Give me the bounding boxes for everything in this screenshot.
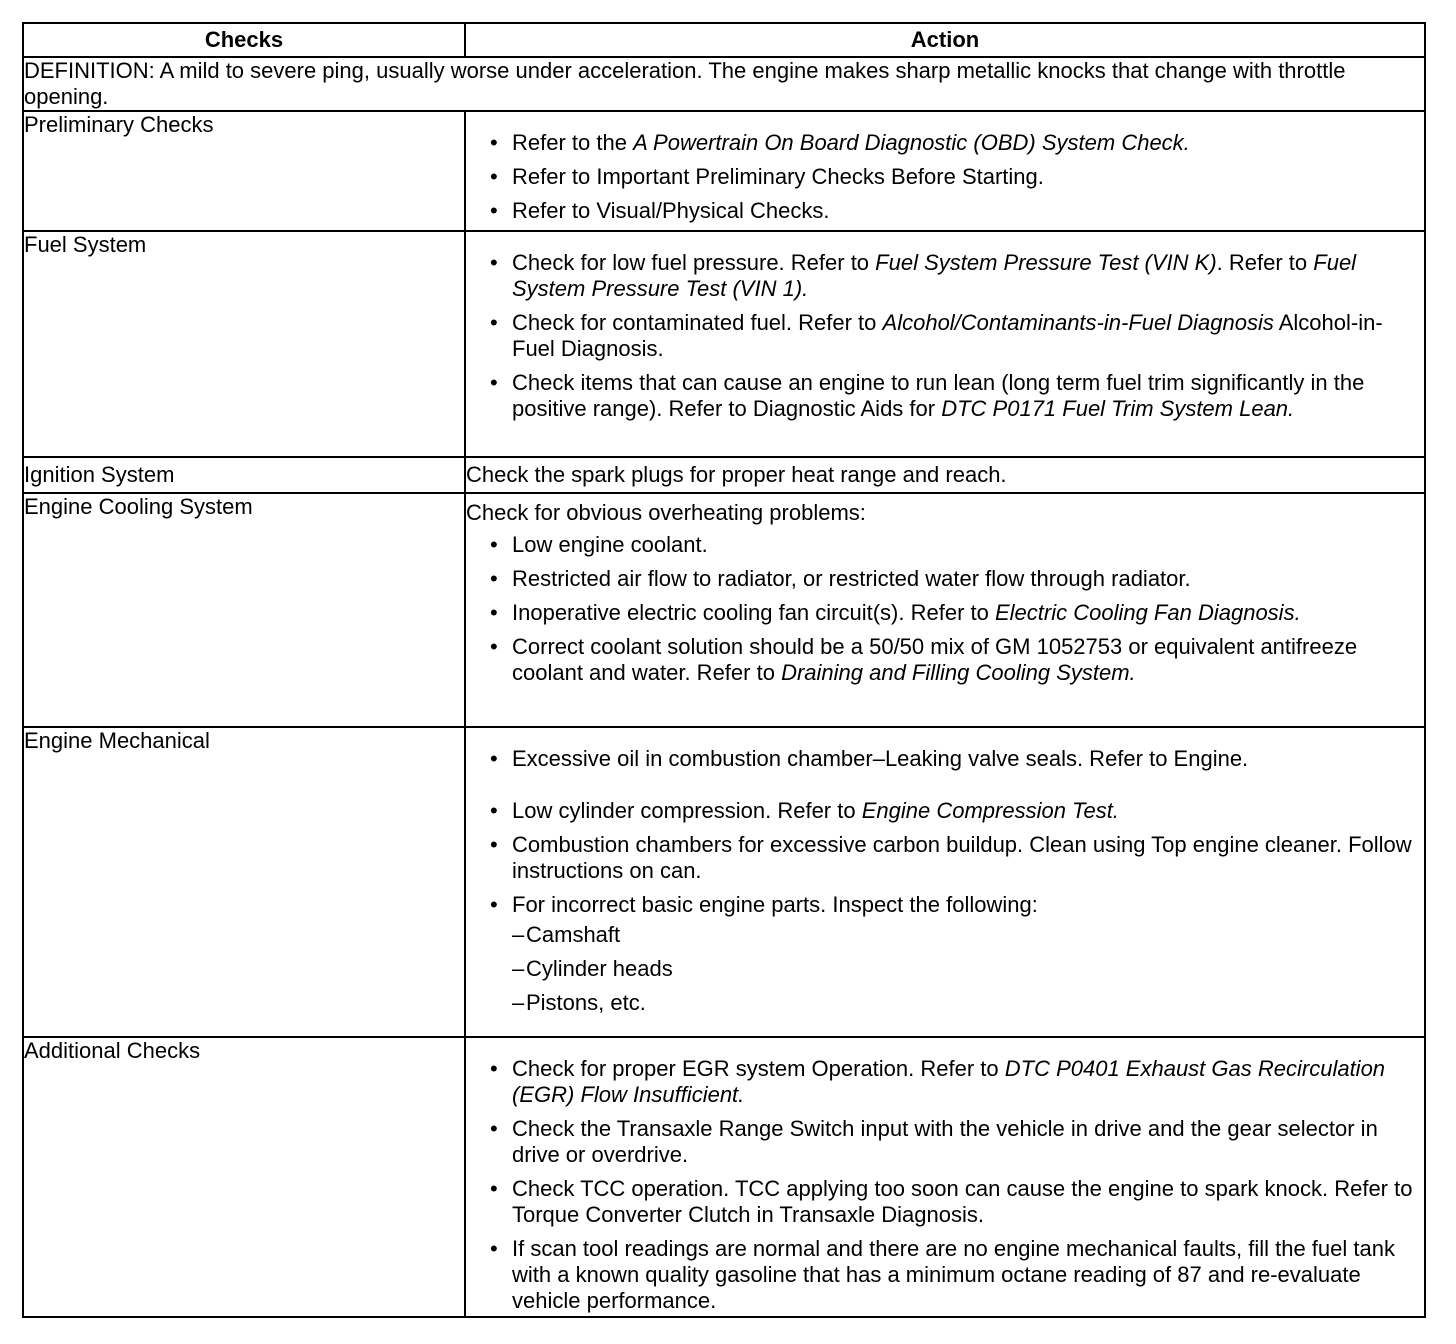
check-label-ignition-system: Ignition System: [23, 457, 465, 493]
obd-system-check-reference: A Powertrain On Board Diagnostic (OBD) System Check.: [633, 130, 1190, 155]
action-column-header: Action: [465, 23, 1425, 57]
action-cell-additional-checks: [465, 1037, 1425, 1317]
list-item: • Refer to Visual/Physical Checks.: [466, 198, 1424, 224]
list-item: • Inoperative electric cooling fan circuit(s). Refer to Electric Cooling Fan Diagnosis.: [466, 600, 1424, 626]
definition-row: [23, 57, 1425, 111]
header-row: [23, 23, 1425, 57]
table-row: [23, 457, 1425, 493]
list-item: • Low cylinder compression. Refer to Engine Compression Test.: [466, 798, 1424, 824]
list-item: • Check for proper EGR system Operation. Refer to DTC P0401 Exhaust Gas Recirculation (EGR) Flow Insufficient.: [466, 1056, 1424, 1108]
list-item: • Combustion chambers for excessive carbon buildup. Clean using Top engine cleaner. Follow instructions on can.: [466, 832, 1424, 884]
list-item: • Restricted air flow to radiator, or restricted water flow through radiator.: [466, 566, 1424, 592]
list-item: • Correct coolant solution should be a 50/50 mix of GM 1052753 or equivalent antifreeze coolant and water. Refer to Draining and Filling Cooling System.: [466, 634, 1424, 686]
list-item: • Check for contaminated fuel. Refer to Alcohol/Contaminants-in-Fuel Diagnosis Alcohol-in-Fuel Diagnosis.: [466, 310, 1424, 362]
diagnostic-sheet: [22, 22, 1424, 1318]
table-row: [23, 493, 1425, 727]
check-label-preliminary: Preliminary Checks: [23, 111, 465, 231]
action-cell-engine-cooling-system: [465, 493, 1425, 727]
table-row: [23, 231, 1425, 457]
table-row: [23, 727, 1425, 1037]
list-item: • Check TCC operation. TCC applying too soon can cause the engine to spark knock. Refer to Torque Converter Clutch in Transaxle Diagnosis.: [466, 1176, 1424, 1228]
definition-text: DEFINITION: A mild to severe ping, usually worse under acceleration. The engine makes sharp metallic knocks that change with throttle opening.: [23, 57, 1425, 111]
list-item: • Low engine coolant.: [466, 532, 1424, 558]
action-cell-preliminary: [465, 111, 1425, 231]
sub-list-item: – Pistons, etc.: [466, 990, 1424, 1016]
cooling-intro: Check for obvious overheating problems:: [466, 500, 866, 525]
list-item: • Check for low fuel pressure. Refer to Fuel System Pressure Test (VIN K). Refer to Fuel System Pressure Test (VIN 1).: [466, 250, 1424, 302]
sub-list-item: – Camshaft: [466, 922, 1424, 948]
list-item: • Refer to Important Preliminary Checks Before Starting.: [466, 164, 1424, 190]
list-item: • Excessive oil in combustion chamber–Leaking valve seals. Refer to Engine.: [466, 746, 1424, 772]
action-cell-ignition-system: Check the spark plugs for proper heat range and reach.: [465, 457, 1425, 493]
table-row: [23, 1037, 1425, 1317]
checks-column-header: Checks: [23, 23, 465, 57]
check-label-fuel-system: Fuel System: [23, 231, 465, 457]
table-row: [23, 111, 1425, 231]
sub-list-item: – Cylinder heads: [466, 956, 1424, 982]
list-item: • For incorrect basic engine parts. Inspect the following: – Camshaft – Cylinder heads – Pistons, etc.: [466, 892, 1424, 1016]
action-cell-fuel-system: [465, 231, 1425, 457]
check-label-engine-mechanical: Engine Mechanical: [23, 727, 465, 1037]
check-label-engine-cooling-system: Engine Cooling System: [23, 493, 465, 727]
list-item: • Refer to the A Powertrain On Board Diagnostic (OBD) System Check.: [466, 130, 1424, 156]
list-item: • Check the Transaxle Range Switch input with the vehicle in drive and the gear selector in drive or overdrive.: [466, 1116, 1424, 1168]
list-item: • Check items that can cause an engine to run lean (long term fuel trim significantly in the positive range). Refer to Diagnostic Aids for DTC P0171 Fuel Trim System Lean.: [466, 370, 1424, 422]
list-item: • If scan tool readings are normal and there are no engine mechanical faults, fill the fuel tank with a known quality gasoline that has a minimum octane reading of 87 and re-evaluate vehicle performance.: [466, 1236, 1424, 1314]
action-cell-engine-mechanical: [465, 727, 1425, 1037]
check-label-additional-checks: Additional Checks: [23, 1037, 465, 1317]
spark-knock-diagnostic-table: [22, 22, 1426, 1318]
